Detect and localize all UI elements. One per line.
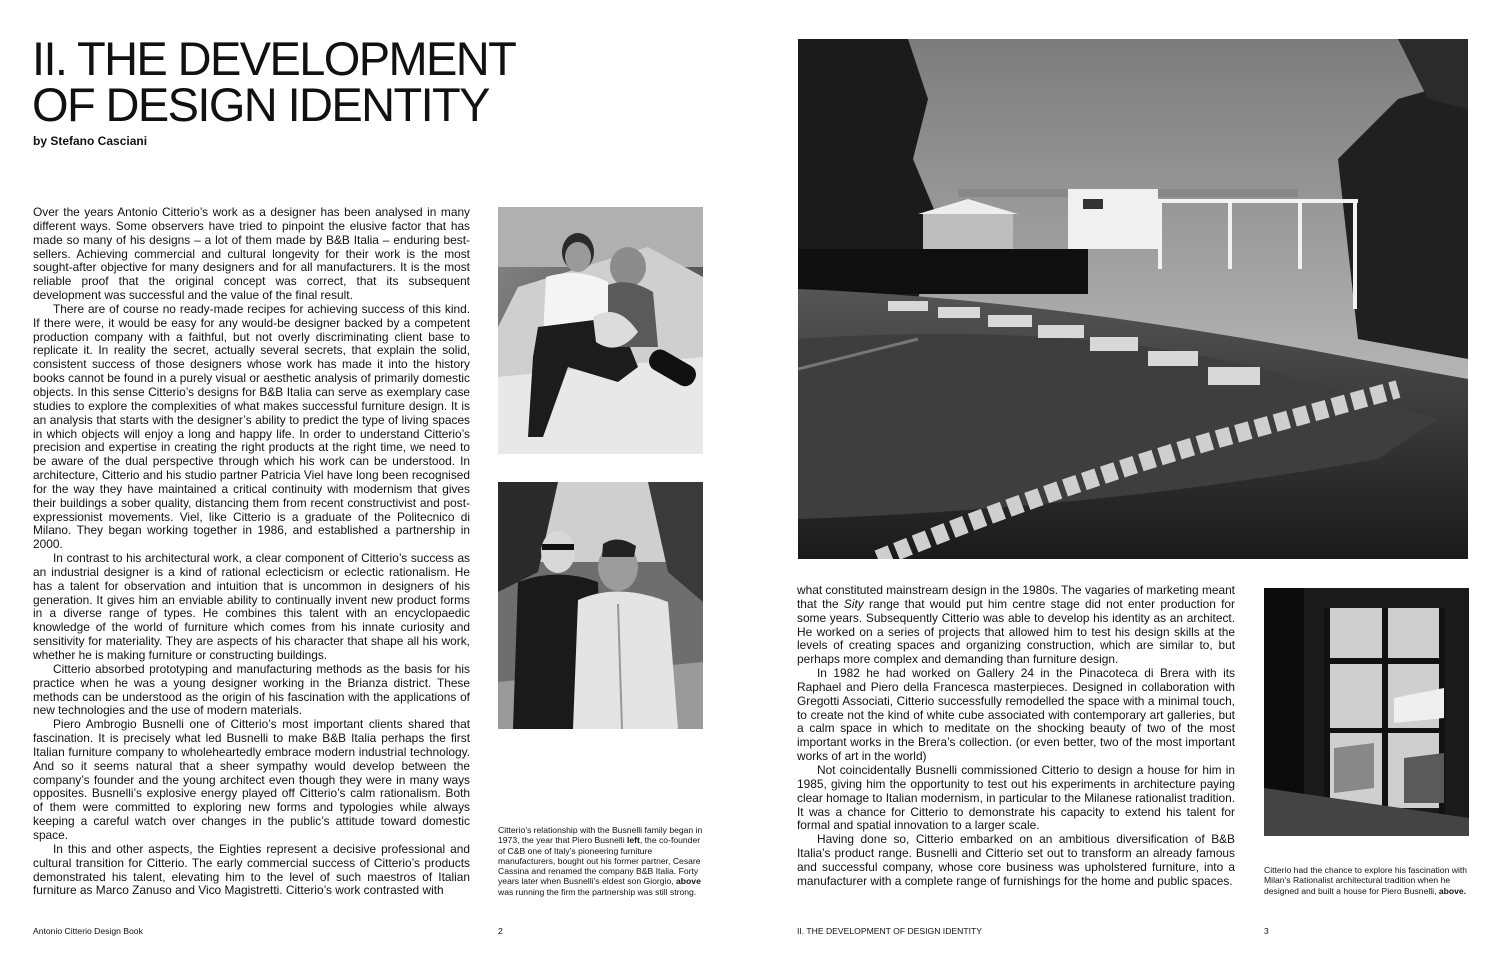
paragraph-text: what constituted mainstream design in the 1980s. The vagaries of marketing meant that the: [797, 583, 1235, 611]
caption-bold: above: [676, 876, 701, 887]
two-men-photo-icon: [498, 482, 703, 729]
interior-photo-icon: [1264, 588, 1469, 836]
paragraph: In contrast to his architectural work, a clear component of Citterio’s success as an industrial designer is a kind of rational eclecticism or eclectic rationalism. He has a talent for observation and intuition that is uncommon in designers of his generation. It gives him an enviable ability to continually invent new product forms in a diverse range of types. He combines this talent with an encyclopaedic knowledge of the world of furniture which comes from his innate curiosity and sensitivity for materiality. They are aspects of his character that shape all his work, whether he is making furniture or constructing buildings.: [33, 551, 470, 662]
paragraph: Over the years Antonio Citterio’s work as a designer has been analysed in many different ways. Some observers have tried to pinpoint the elusive factor that has made so many of his designs – a lot of them made by B&B Italia – enduring best-sellers. Achieving commercial and cultural longevity for their work is the most sought-after objective for many designers and for all manufacturers. It is the most reliable proof that the original concept was correct, that its subsequent development was successful and the value of the final result.: [33, 205, 470, 303]
caption-text: Citterio had the chance to explore his fascination with Milan’s Rationalist architectural tradition when he designed and built a house for Piero Busnelli,: [1264, 865, 1468, 896]
caption-text: Citterio’s relationship with the Busnelli family began in 1973, the year that Piero Busnelli: [498, 825, 703, 846]
product-name: Sity: [843, 596, 864, 611]
paragraph: Citterio absorbed prototyping and manufacturing methods as the basis for his practice when he was a young designer working in the Brianza district. These methods can be understood as the origin of his fascination with the applications of new technologies and the use of modern materials.: [33, 661, 470, 718]
byline: by Stefano Casciani: [33, 134, 148, 148]
paragraph: In this and other aspects, the Eighties represent a decisive professional and cultural transition for Citterio. The early commercial success of Citterio’s products demonstrated his talent, elevating him to the level of such maestros of Italian furniture as Marco Zanuso and Vico Magistretti. Citterio’s work contrasted with: [33, 841, 470, 898]
house-landscape-photo-icon: [798, 39, 1468, 559]
left-body-column: [33, 206, 470, 898]
right-body-column: [797, 584, 1235, 889]
paragraph: There are of course no ready-made recipes for achieving success of this kind. If there were, it would be easy for any would-be designer backed by a competent production company with a faithful, but not overly discriminating client base to replicate it. In reality the secret, actually several secrets, that explain the solid, consistent success of those designers whose work has made it into the history books cannot be found in a purely visual or aesthetic analysis of primarily domestic objects. In this sense Citterio’s designs for B&B Italia can serve as exemplary case studies to explore the complexities of what makes successful furniture design. It is an analysis that starts with the designer’s ability to predict the type of living spaces in which objects will enjoy a long and happy life. In order to understand Citterio’s precision and expertise in creating the right products at the right time, we need to be aware of the dual perspective through which his work can be understood. In architecture, Citterio and his studio partner Patricia Viel have long been recognised for the way they have maintained a critical continuity with modernism that gives their buildings a sober quality, distancing them from recent constructivist and post-expressionist movements. Viel, like Citterio is a graduate of the Politecnico di Milano. They began working together in 1986, and established a partnership in 2000.: [33, 301, 470, 552]
page-title: [32, 32, 592, 131]
caption-bold: left: [627, 835, 640, 846]
paragraph: Piero Ambrogio Busnelli one of Citterio’s most important clients shared that fascination. It is precisely what led Busnelli to make B&B Italia perhaps the first Italian furniture company to wholeheartedly embrace modern industrial technology. And so it seems natural that a sheer sympathy would develop between the company’s founder and the young architect even though they were in many ways opposites. Busnelli’s explosive energy played off Citterio’s calm rationalism. Both of them were committed to exploring new forms and typologies while always keeping a careful watch over changes in the public’s attitude toward domestic space.: [33, 717, 470, 842]
caption-text: , the co-founder of C&B one of Italy’s pioneering furniture manufacturers, bought out his former partner, Cesare Cassina and renamed the company B&B Italia. Forty years later when Busnelli’s eldest son Giorgio,: [498, 835, 701, 887]
left-photo-caption: [498, 825, 708, 897]
title-line-2: OF DESIGN IDENTITY: [32, 78, 489, 131]
page-number-right: 3: [1264, 926, 1269, 936]
portrait-photo-icon: [498, 207, 703, 454]
paragraph: In 1982 he had worked on Gallery 24 in the Pinacoteca di Brera with its Raphael and Piero della Francesca masterpieces. Designed in collaboration with Gregotti Associati, Citterio successfully remodelled the space with a minimal touch, to create not the kind of white cube associated with contemporary art galleries, but a calm space in which to meditate on the shocking beauty of two of the most important works in the Brera’s collection. (or even better, two of the most important works of art in the world): [797, 666, 1235, 764]
paragraph: [797, 584, 1235, 667]
paragraph-text: range that would put him centre stage did not enter production for some years. Subsequently Citterio was able to develop his identity as an architect. He worked on a series of projects that allowed him to test his design skills at the levels of creating spaces and organizing construction, which are similar to, but perhaps more complex and demanding than furniture design.: [797, 596, 1235, 667]
footer-chapter-title: II. THE DEVELOPMENT OF DESIGN IDENTITY: [797, 926, 982, 936]
page-number-left: 2: [498, 926, 503, 936]
paragraph: Not coincidentally Busnelli commissioned Citterio to design a house for him in 1985, giving him the opportunity to test out his experiments in architecture paying clear homage to Italian modernism, in particular to the Milanese rationalist tradition. It was a chance for Citterio to demonstrate his capacity to extend his talent for formal and spatial innovation to a larger scale.: [797, 762, 1235, 833]
paragraph: Having done so, Citterio embarked on an ambitious diversification of B&B Italia’s product range. Busnelli and Citterio set out to transform an already famous and successful company, whose core business was upholstered furniture, into a manufacturer with a complete range of furnishings for the home and public spaces.: [797, 832, 1235, 888]
caption-text: was running the firm the partnership was still strong.: [498, 886, 697, 897]
title-line-1: II. THE DEVELOPMENT: [32, 32, 516, 85]
right-photo-caption: [1264, 865, 1474, 896]
footer-book-title: Antonio Citterio Design Book: [33, 926, 143, 936]
caption-bold: above.: [1438, 885, 1467, 896]
